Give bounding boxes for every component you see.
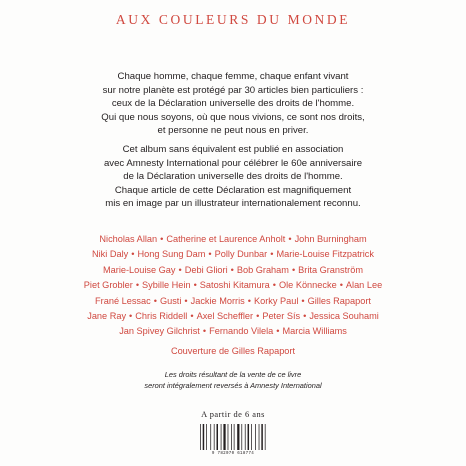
separator-bullet: •	[339, 280, 343, 291]
barcode-bar	[259, 424, 260, 450]
illustrator-name: John Burningham	[294, 234, 367, 244]
barcode-bar	[248, 424, 250, 450]
barcode-bar	[210, 424, 211, 450]
illustrator-name: Jackie Morris	[190, 295, 245, 306]
barcode-bar	[223, 424, 225, 450]
intro-line: Qui que nous soyons, où que nous vivions, ce sont nos droits,	[101, 111, 365, 123]
separator-bullet: •	[301, 295, 305, 306]
separator-bullet: •	[184, 295, 188, 306]
illustrator-list	[30, 232, 436, 340]
barcode-bar	[200, 424, 201, 450]
separator-bullet: •	[291, 264, 296, 275]
rights-line: Les droits résultant de la vente de ce livre	[164, 370, 302, 379]
illustrator-name: Piet Grobler	[83, 280, 133, 291]
illustrator-line	[30, 247, 436, 262]
illustrator-name: Marcia Williams	[282, 326, 347, 337]
illustrator-name: Jane Ray	[87, 311, 127, 322]
illustrator-name: Polly Dunbar	[214, 249, 268, 260]
illustrator-name: Gusti	[159, 295, 182, 306]
illustrator-name: Jan Spivey Gilchrist	[119, 326, 200, 337]
illustrator-name: Marie-Louise Gay	[103, 264, 176, 275]
intro-line: et personne ne peut nous en priver.	[157, 125, 309, 137]
illustrator-name: Debi Gliori	[184, 264, 228, 275]
rights-line: seront intégralement reversés à Amnesty International	[144, 381, 322, 390]
illustrator-line	[30, 309, 436, 324]
separator-bullet: •	[256, 311, 260, 322]
series-title: AUX COULEURS DU MONDE	[115, 12, 351, 27]
separator-bullet: •	[270, 249, 274, 260]
separator-bullet: •	[303, 311, 307, 322]
illustrator-name: Axel Scheffler	[196, 311, 254, 322]
separator-bullet: •	[230, 264, 234, 275]
intro-line: ceux de la Déclaration universelle des droits de l'homme.	[111, 98, 355, 110]
illustrator-name: Peter Sís	[262, 311, 301, 322]
separator-bullet: •	[247, 295, 251, 306]
separator-bullet: •	[160, 234, 164, 244]
separator-bullet: •	[190, 311, 194, 322]
association-line: Cet album sans équivalent est publié en association	[122, 144, 344, 155]
illustrator-line	[30, 232, 436, 247]
illustrator-line	[30, 263, 436, 278]
illustrator-name: Fernando Vilela	[209, 326, 274, 337]
illustrator-name: Ole Könnecke	[278, 280, 337, 291]
separator-bullet: •	[178, 264, 182, 275]
association-paragraph	[40, 143, 426, 211]
association-line: de la Déclaration universelle des droits de l'homme.	[123, 171, 343, 183]
barcode-bar	[234, 424, 235, 450]
intro-line: sur notre planète est protégé par 30 articles bien particuliers :	[102, 84, 364, 96]
illustrator-name: Marie-Louise Fitzpatrick	[276, 249, 374, 260]
separator-bullet: •	[288, 234, 292, 244]
barcode-bar	[255, 424, 256, 450]
separator-bullet: •	[129, 311, 133, 322]
barcode-bar	[241, 424, 242, 450]
barcode-bar	[265, 424, 266, 450]
barcode-bar	[221, 424, 222, 450]
barcode-bar	[245, 424, 246, 450]
intro-line: Chaque homme, chaque femme, chaque enfant vivant	[117, 71, 349, 82]
barcode-bar	[251, 424, 252, 450]
barcode-bar	[203, 424, 205, 450]
association-line: avec Amnesty International pour célébrer le 60e anniversaire	[103, 157, 363, 169]
separator-bullet: •	[135, 280, 140, 291]
illustrator-name: Brita Granström	[298, 264, 363, 275]
illustrator-name: Catherine et Laurence Anholt	[166, 234, 286, 244]
separator-bullet: •	[131, 249, 135, 260]
association-line: mis en image par un illustrateur internationalement reconnu.	[105, 198, 361, 210]
separator-bullet: •	[193, 280, 197, 291]
illustrator-name: Korky Paul	[253, 295, 299, 306]
illustrator-name: Alan Lee	[345, 280, 383, 291]
intro-paragraph	[40, 70, 426, 138]
separator-bullet: •	[208, 249, 212, 260]
age-recommendation: A partir de 6 ans	[201, 410, 265, 419]
barcode-bar	[214, 424, 215, 450]
illustrator-name: Frané Lessac	[95, 295, 151, 306]
separator-bullet: •	[272, 280, 276, 291]
illustrator-name: Satoshi Kitamura	[199, 280, 270, 291]
separator-bullet: •	[202, 326, 207, 337]
illustrator-name: Bob Graham	[236, 264, 289, 275]
barcode-bar	[231, 424, 232, 450]
barcode-bar	[206, 424, 207, 450]
illustrator-line	[30, 324, 436, 339]
association-line: Chaque article de cette Déclaration est magnifiquement	[114, 184, 352, 196]
barcode-bar	[261, 424, 263, 450]
illustrator-name: Nicholas Allan	[99, 234, 158, 244]
illustrator-name: Jessica Souhami	[309, 311, 379, 322]
illustrator-name: Hong Sung Dam	[137, 249, 206, 260]
barcode-bar	[217, 424, 219, 450]
rights-notice	[0, 369, 466, 391]
illustrator-name: Niki Daly	[92, 249, 129, 260]
illustrator-name: Gilles Rapaport	[307, 295, 371, 306]
illustrator-line	[30, 278, 436, 293]
illustrator-name: Sybille Hein	[142, 280, 191, 291]
cover-credit: Couverture de Gilles Rapaport	[170, 346, 296, 356]
barcode-bar	[228, 424, 229, 450]
illustrator-line	[30, 294, 436, 309]
barcode-digits: 9 782070 618774	[211, 452, 255, 456]
separator-bullet: •	[153, 295, 157, 306]
separator-bullet: •	[276, 326, 280, 337]
illustrator-name: Chris Riddell	[135, 311, 188, 322]
barcode-bar	[237, 424, 239, 450]
